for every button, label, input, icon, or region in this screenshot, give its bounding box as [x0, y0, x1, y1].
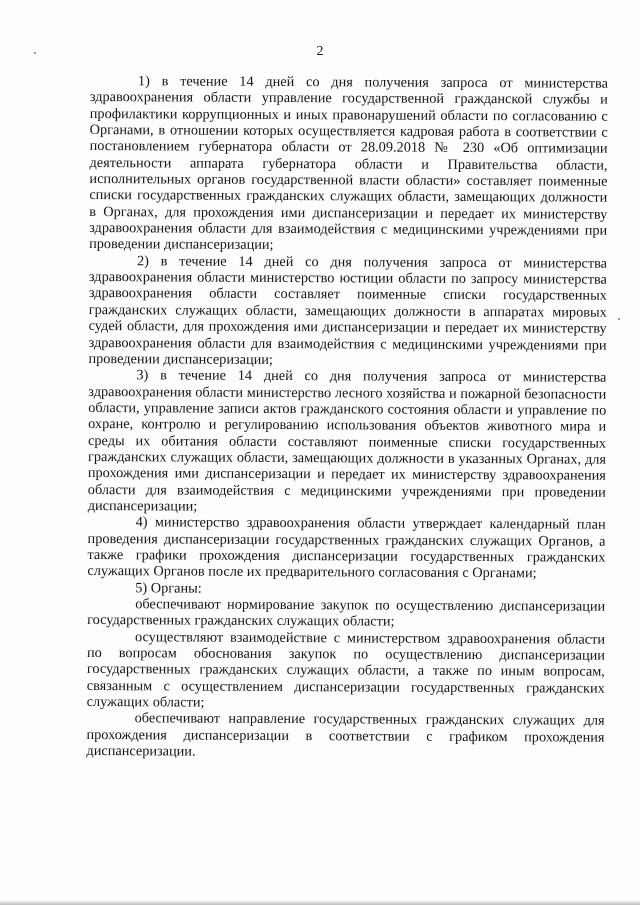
paragraph-item-1: 1) в течение 14 дней со дня получения запроса от министерства здравоохранения области управление государственной гражданской службы и профилактики коррупционных и иных правонарушений области по согласованию с Органами, в отношении которых осуществляется кадровая работа в соответствии с постановлением губернатора области от 28.09.2018 № 230 «Об оптимизации деятельности аппарата губернатора области и Правительства области, исполнительных органов государственной власти области» составляет поименные списки государственных гражданских служащих области, замещающих должности в Органах, для прохождения ими диспансеризации и передает их министерству здравоохранения области для взаимодействия с медицинскими учреждениями при проведении диспансеризации;: [89, 73, 608, 254]
scan-speck: [618, 318, 620, 320]
scan-speck: [34, 52, 36, 54]
paragraph-referral: обеспечивают направление государственных гражданских служащих для прохождения диспансеризации в соответствии с графиком прохождения диспансеризации.: [86, 710, 605, 760]
paragraph-item-2: 2) в течение 14 дней со дня получения запроса от министерства здравоохранения области министерство юстиции области по запросу министерства здравоохранения области составляет поименные списки государственных гражданских служащих области, замещающих должности в аппаратах мировых судей области, для прохождения ими диспансеризации и передает их министерству здравоохранения области для взаимодействия с медицинскими учреждениями при проведении диспансеризации;: [88, 253, 608, 368]
paragraph-ensure-procurement: обеспечивают нормирование закупок по осуществлению диспансеризации государственных гражданских служащих области;: [87, 596, 606, 630]
paragraph-item-4: 4) министерство здравоохранения области утверждает календарный план проведения диспансеризации государственных гражданских служащих Органов, а также графики прохождения диспансеризации государственных гражданских служащих Органов после их предварительного согласования с Органами;: [87, 514, 606, 582]
paragraph-interaction: осуществляют взаимодействие с министерством здравоохранения области по вопросам обоснования закупок по осуществлению диспансеризации государственных гражданских служащих области, а также по иным вопросам, связанным с осуществлением диспансеризации государственных гражданских служащих области;: [86, 628, 606, 711]
body-text: [86, 73, 608, 762]
paragraph-item-3: 3) в течение 14 дней со дня получения запроса от министерства здравоохранения области министерство лесного хозяйства и пожарной безопасности области, управление записи актов гражданского состояния области и управление по охране, контролю и регулированию использования объектов животного мира и среды их обитания области составляют поименные списки государственных гражданских служащих области, замещающих должности в указанных Органах, для прохождения ими диспансеризации и передает их министерству здравоохранения области для взаимодействия с медицинскими учреждениями при проведении диспансеризации;: [87, 367, 607, 515]
page-number: 2: [316, 44, 324, 59]
paragraph-item-5: 5) Органы:: [135, 579, 202, 597]
scan-edge-shadow: [0, 900, 640, 905]
